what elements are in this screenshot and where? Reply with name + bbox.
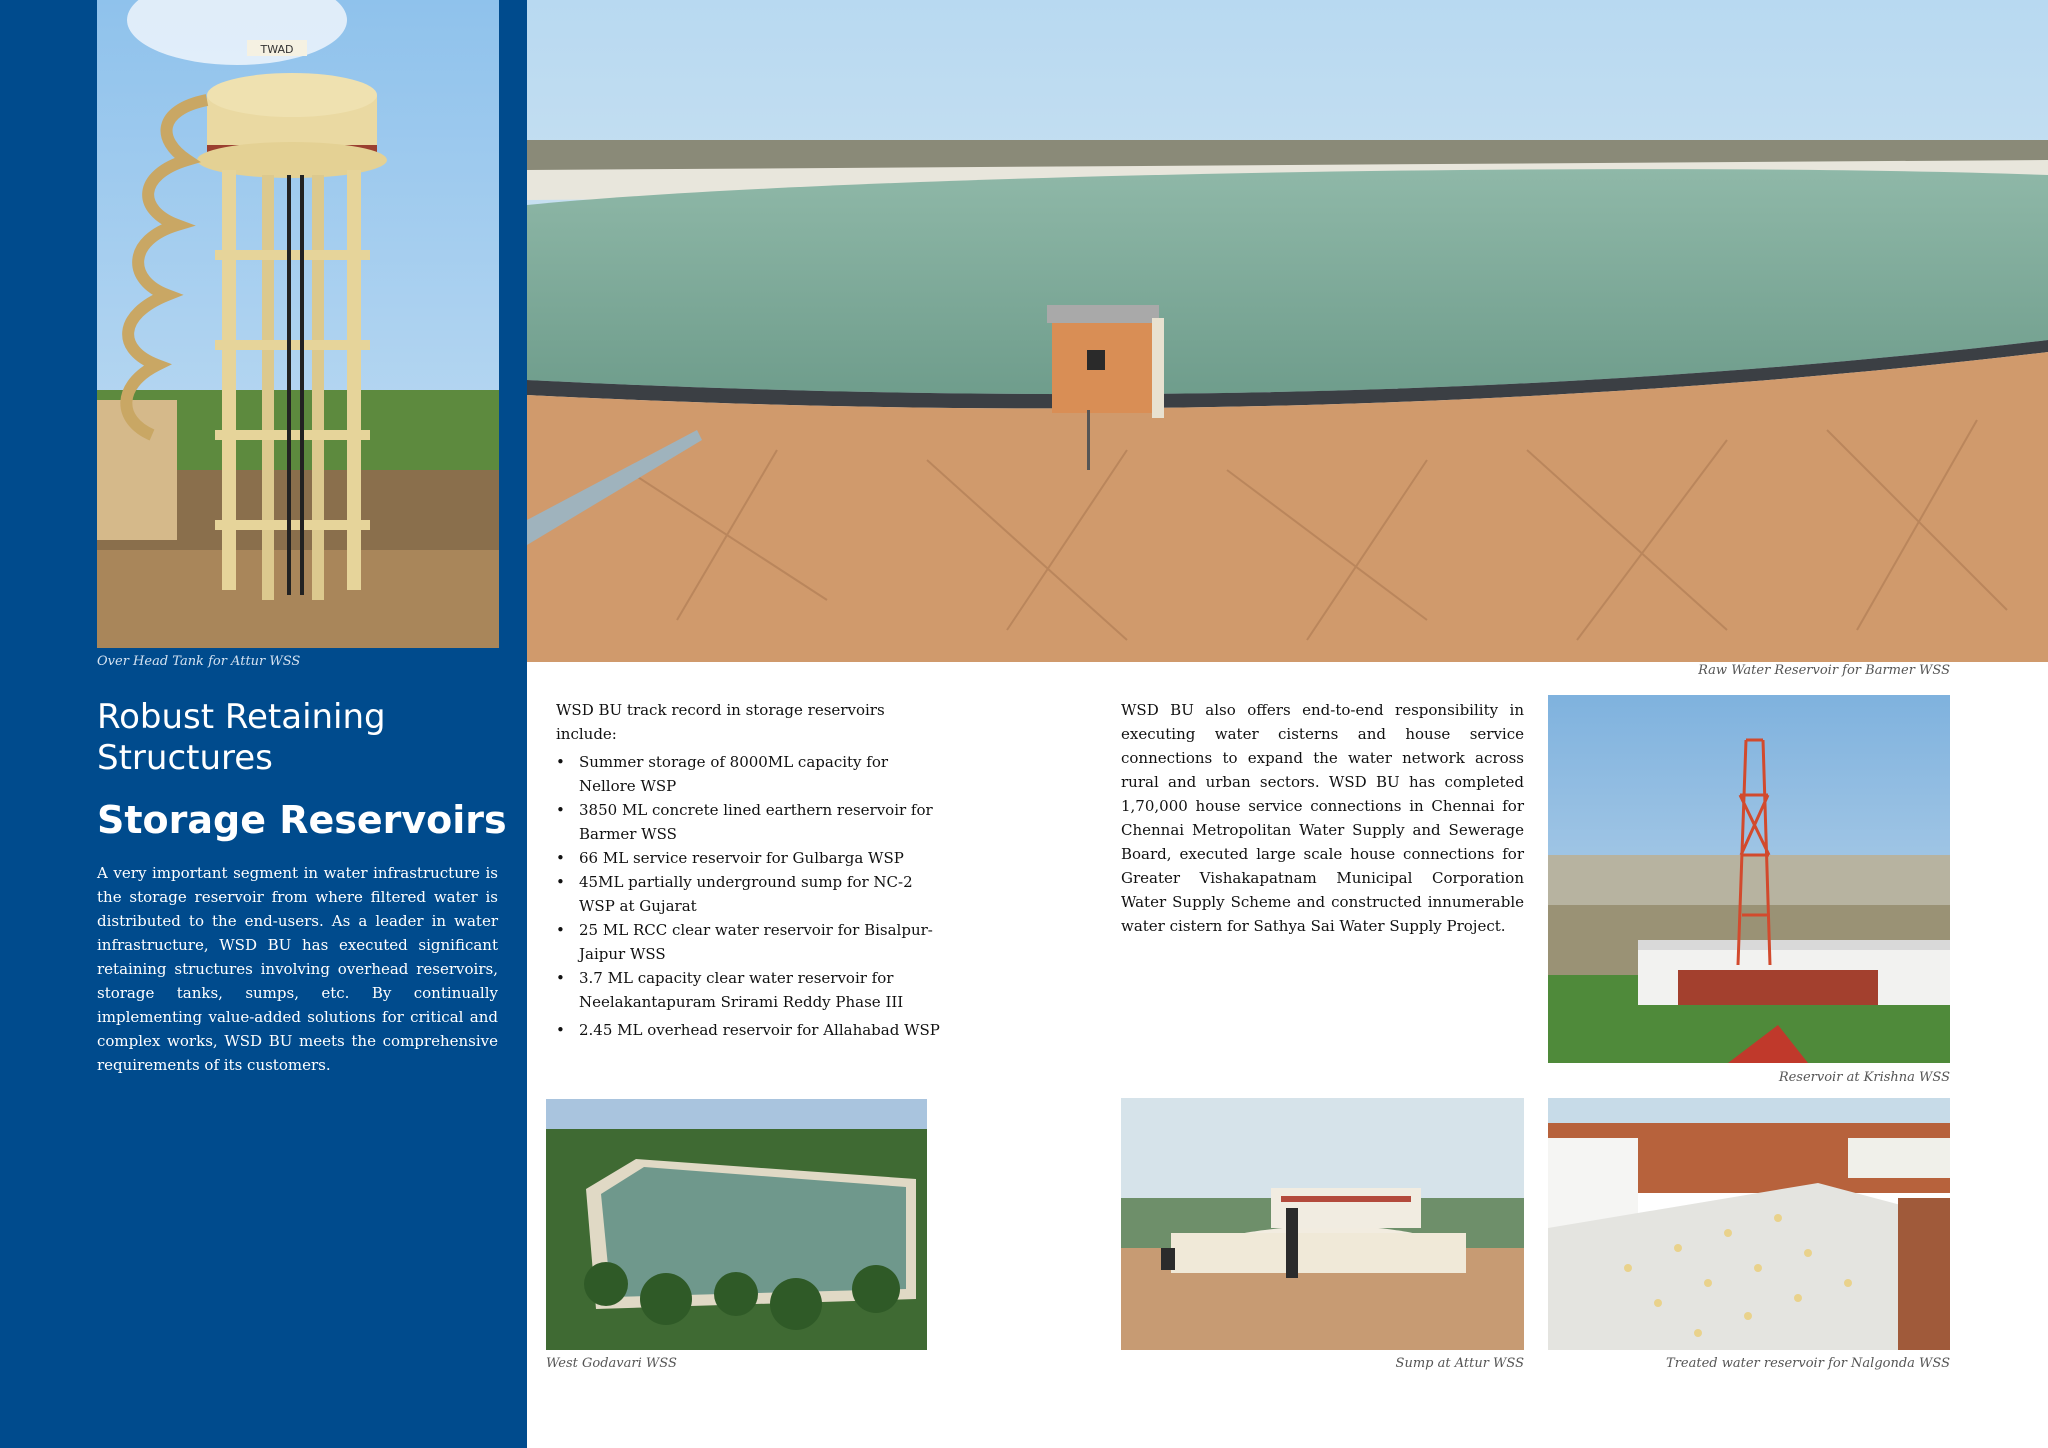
sump-attur-caption: Sump at Attur WSS xyxy=(1395,1356,1524,1371)
list-item: • Summer storage of 8000ML capacity for Nellore WSP xyxy=(556,750,946,798)
list-item: • 25 ML RCC clear water reservoir for Bisalpur-Jaipur WSS xyxy=(556,918,946,966)
list-item: • 3.7 ML capacity clear water reservoir for Neelakantapuram Srirami Reddy Phase III xyxy=(556,966,946,1014)
west-godavari-photo xyxy=(546,1099,927,1350)
barmer-reservoir-photo xyxy=(527,0,2048,662)
sump-attur-photo xyxy=(1121,1098,1524,1350)
section-title: Robust Retaining Structures xyxy=(97,697,386,778)
krishna-caption: Reservoir at Krishna WSS xyxy=(1778,1070,1950,1085)
nalgonda-reservoir-photo xyxy=(1548,1098,1950,1350)
house-service-paragraph: WSD BU also offers end-to-end responsibility in executing water cisterns and house service connections to expand the water network across rural and urban sectors. WSD BU has completed 1,70,000 house service connections in Chennai for Chennai Metropolitan Water Supply and Sewerage Board, executed large scale house connections for Greater Vishakapatnam Municipal Corporation Water Supply Scheme and constructed innumerable water cistern for Sathya Sai Water Supply Project. xyxy=(1121,701,1524,935)
tank-sign-text: TWAD xyxy=(260,43,294,56)
list-item: • 45ML partially underground sump for NC-2 WSP at Gujarat xyxy=(556,870,946,918)
track-record-list xyxy=(556,698,946,1042)
barmer-caption: Raw Water Reservoir for Barmer WSS xyxy=(1698,663,1950,678)
overhead-tank-caption: Over Head Tank for Attur WSS xyxy=(97,654,301,669)
list-item: • 2.45 ML overhead reservoir for Allahabad WSP xyxy=(556,1018,946,1042)
section-intro-text: A very important segment in water infrastructure is the storage reservoir from where filtered water is distributed to the end-users. As a leader in water infrastructure, WSD BU has executed significant retaining structures involving overhead reservoirs, storage tanks, sumps, etc. By continually implementing value-added solutions for critical and complex works, WSD BU meets the comprehensive requirements of its customers. xyxy=(97,864,498,1074)
overhead-tank-photo xyxy=(97,0,499,648)
list-item: • 66 ML service reservoir for Gulbarga WSP xyxy=(556,846,946,870)
track-record-intro: WSD BU track record in storage reservoirs include: xyxy=(556,701,885,743)
section-subtitle: Storage Reservoirs xyxy=(97,798,507,842)
west-godavari-caption: West Godavari WSS xyxy=(546,1356,677,1371)
list-item: • 3850 ML concrete lined earthern reservoir for Barmer WSS xyxy=(556,798,946,846)
krishna-reservoir-photo xyxy=(1548,695,1950,1063)
nalgonda-caption: Treated water reservoir for Nalgonda WSS xyxy=(1666,1356,1950,1371)
